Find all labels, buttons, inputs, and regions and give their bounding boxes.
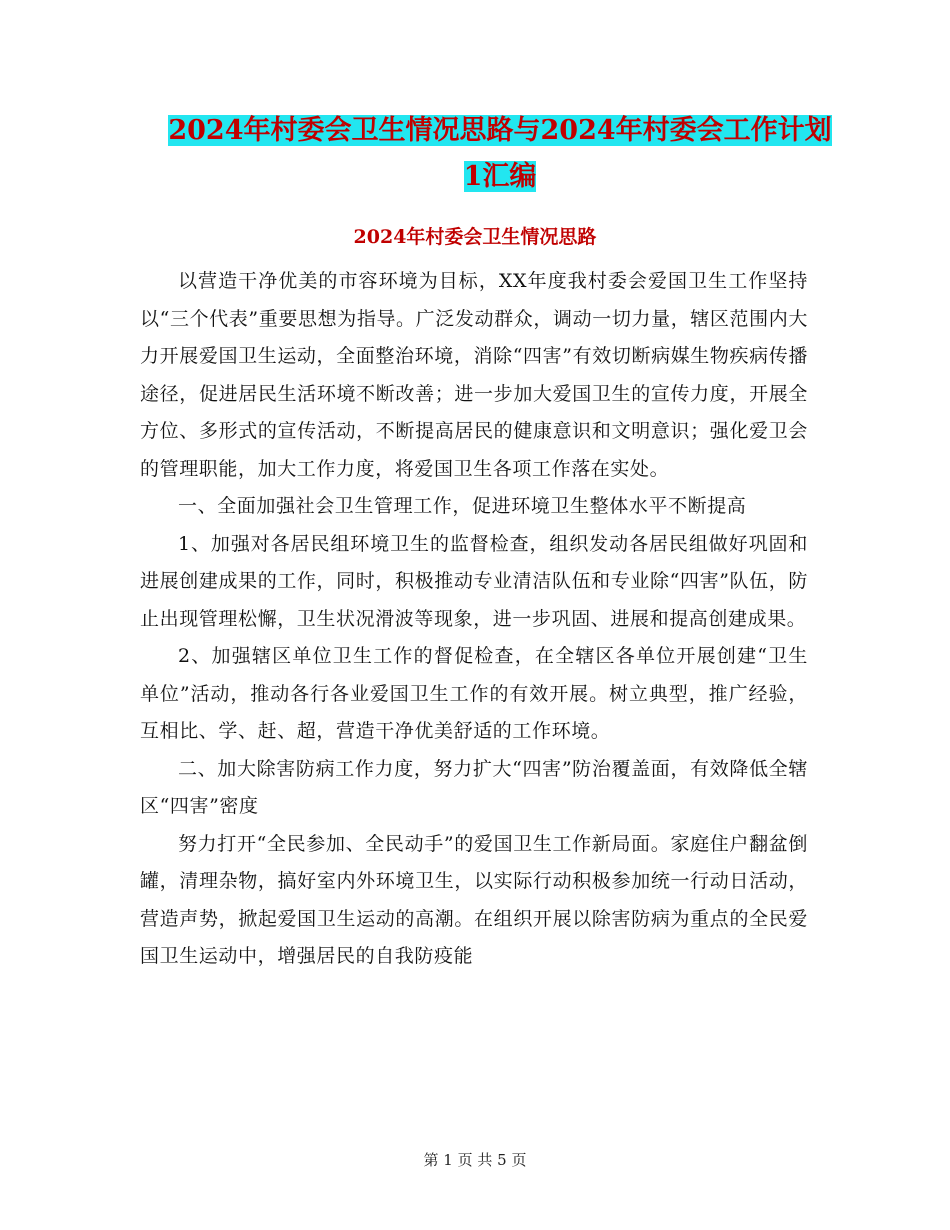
body-paragraph-campaign: 努力打开“全民参加、全民动手”的爱国卫生工作新局面。家庭住户翻盆倒罐，清理杂物，搞好室内外环境卫生，以实际行动积极参加统一行动日活动，营造声势，掀起爱国卫生运动的高潮。在组织开展以除害防病为重点的全民爱国卫生运动中，增强居民的自我防疫能 <box>140 832 808 967</box>
document-title-line-1: 2024年村委会卫生情况思路与2024年村委会工作计划 <box>168 115 832 146</box>
body-paragraph-intro: 以营造干净优美的市容环境为目标，XX年度我村委会爱国卫生工作坚持以“三个代表”重要思想为指导。广泛发动群众，调动一切力量，辖区范围内大力开展爱国卫生运动，全面整治环境，消除“四害”有效切断病媒生物疾病传播途径，促进居民生活环境不断改善；进一步加大爱国卫生的宣传力度，开展全方位、多形式的宣传活动，不断提高居民的健康意识和文明意识；强化爱卫会的管理职能，加大工作力度，将爱国卫生各项工作落在实处。 <box>140 270 808 480</box>
document-body <box>140 263 808 976</box>
body-paragraph-item-1: 1、加强对各居民组环境卫生的监督检查，组织发动各居民组做好巩固和进展创建成果的工作，同时，积极推动专业清洁队伍和专业除“四害”队伍，防止出现管理松懈，卫生状况滑波等现象，进一步巩固、进展和提高创建成果。 <box>140 532 808 630</box>
document-title-line-2: 1汇编 <box>463 161 537 192</box>
section-title: 2024年村委会卫生情况思路 <box>353 226 597 248</box>
document-title <box>140 108 860 200</box>
body-paragraph-item-2: 2、加强辖区单位卫生工作的督促检查，在全辖区各单位开展创建“卫生单位”活动，推动各行各业爱国卫生工作的有效开展。树立典型，推广经验，互相比、学、赶、超，营造干净优美舒适的工作环境。 <box>140 645 808 742</box>
page-number-footer: 第 1 页 共 5 页 <box>423 1151 527 1169</box>
body-heading-two: 二、加大除害防病工作力度，努力扩大“四害”防治覆盖面，有效降低全辖区“四害”密度 <box>140 757 808 817</box>
body-heading-one: 一、全面加强社会卫生管理工作，促进环境卫生整体水平不断提高 <box>178 495 747 517</box>
